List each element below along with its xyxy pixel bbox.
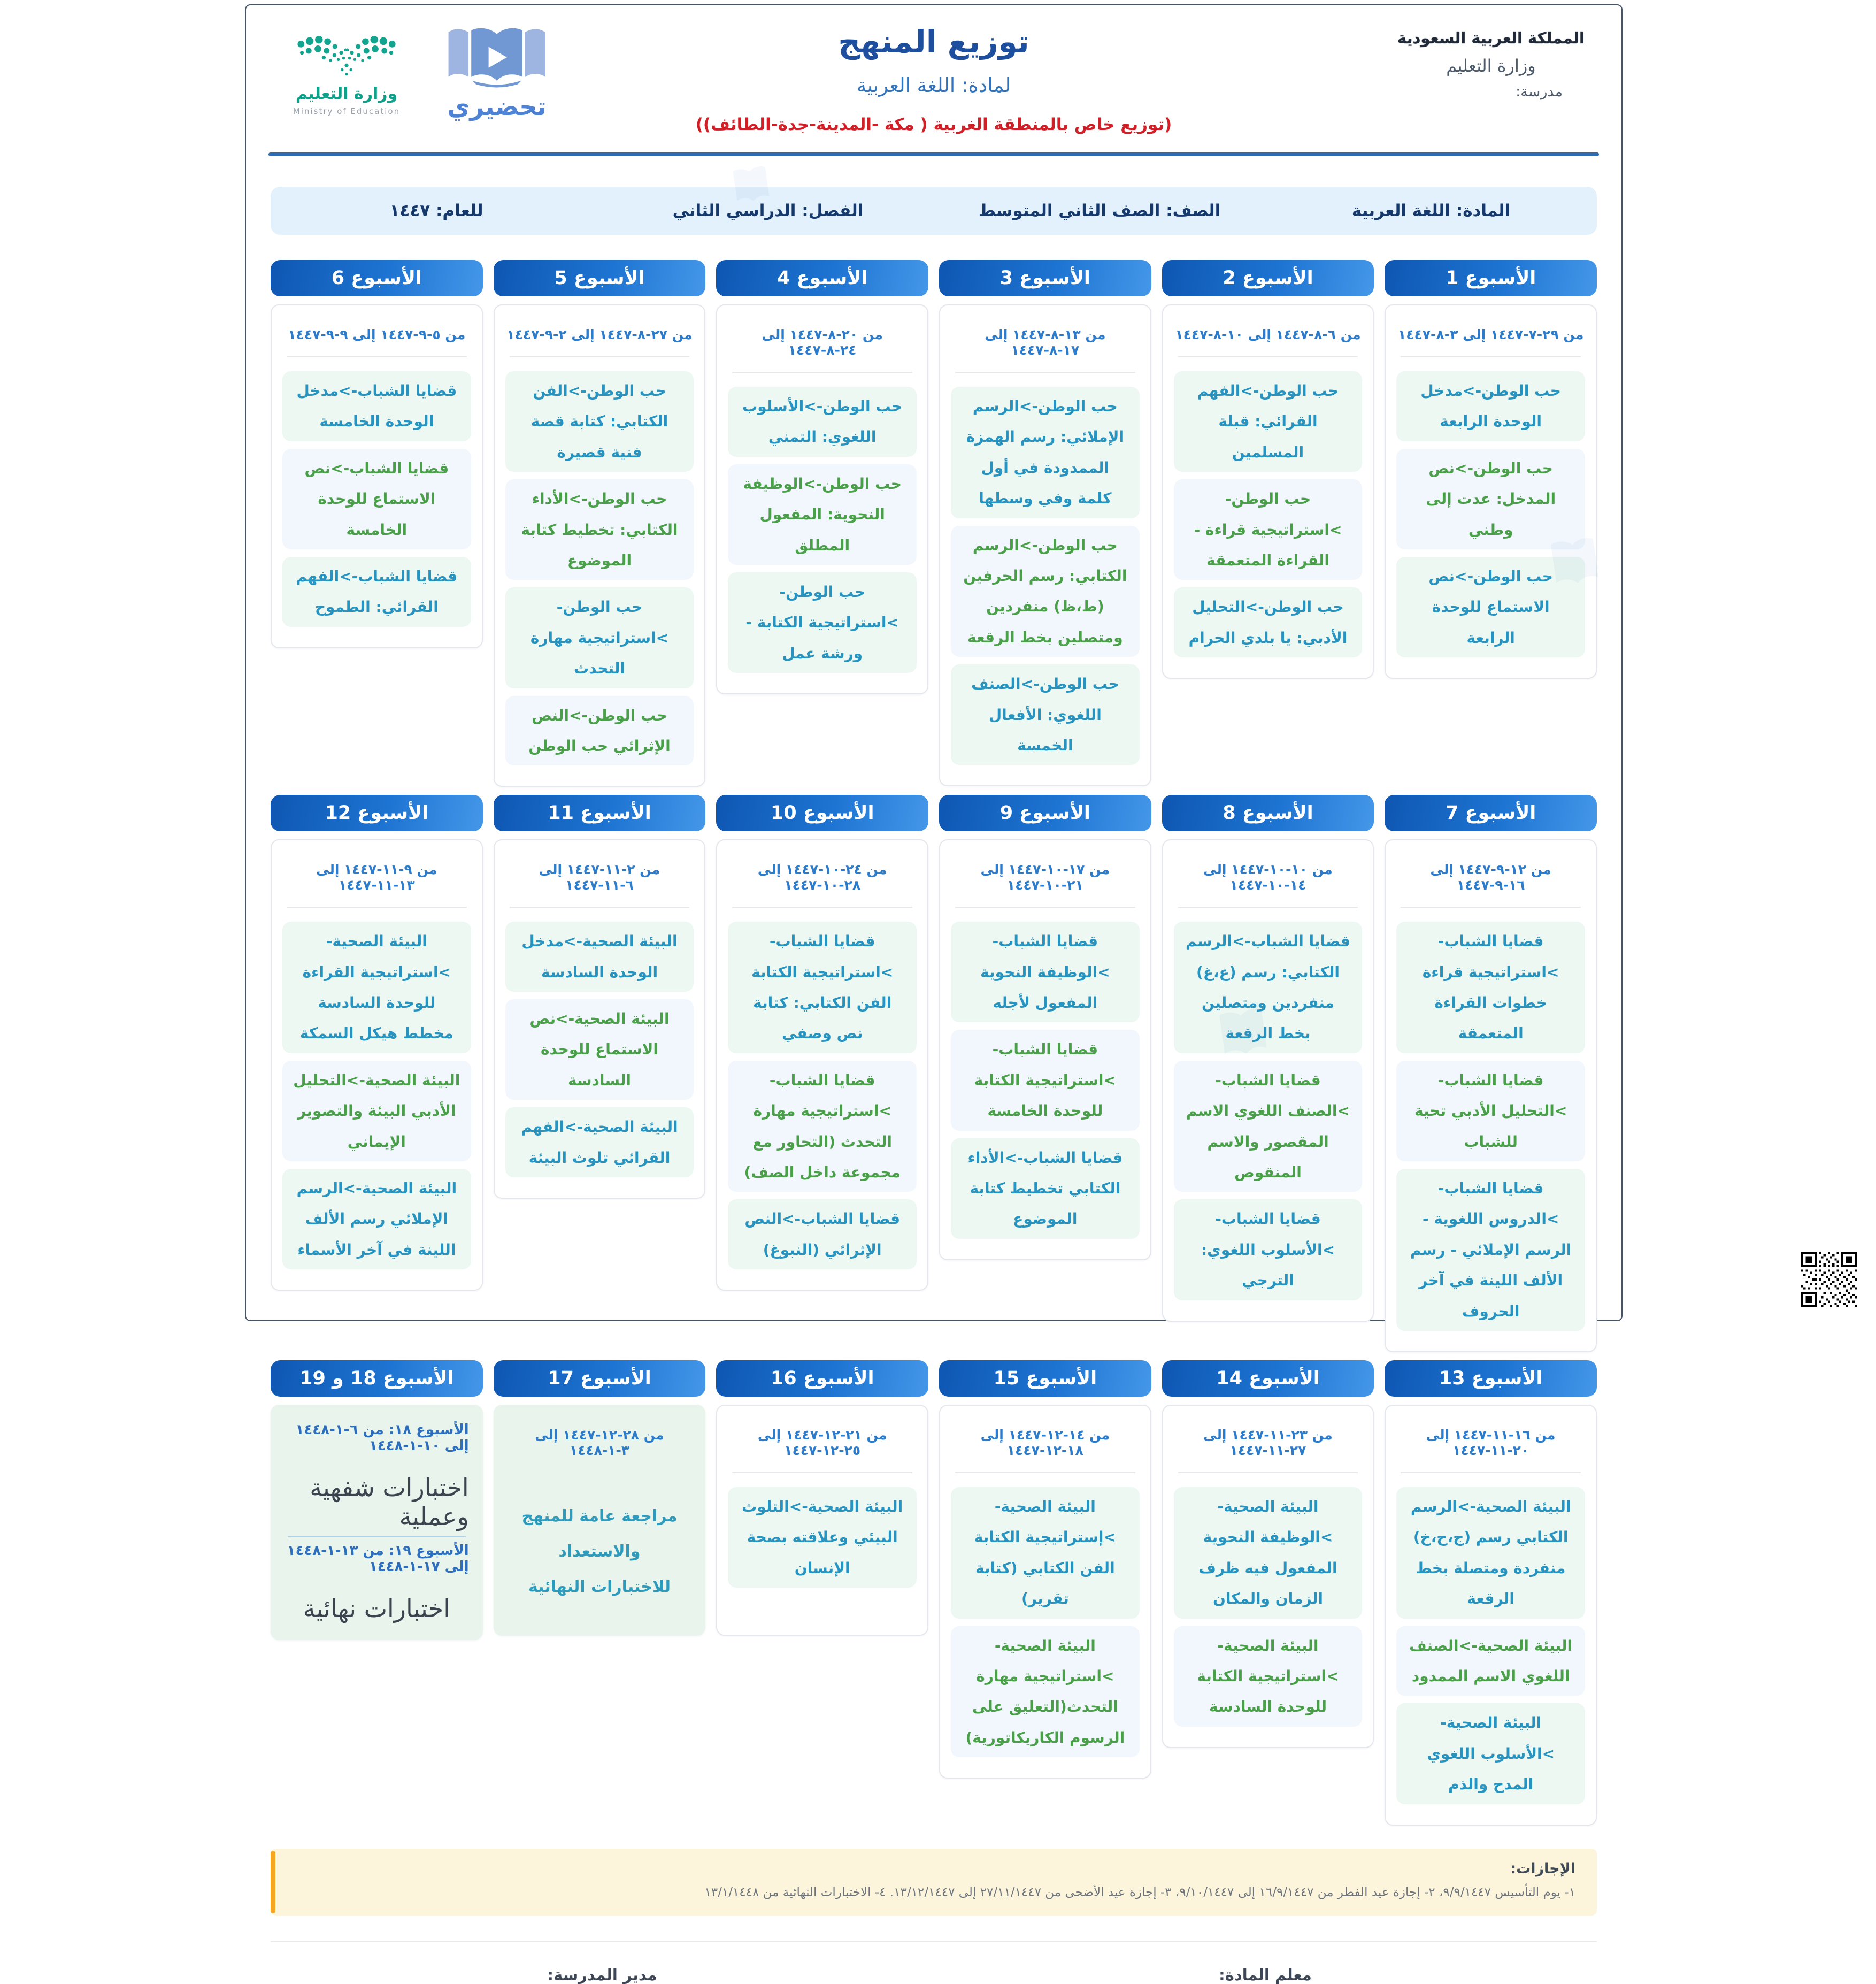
lesson-item: البيئة الصحية->استراتيجية الكتابة للوحدة السادسة xyxy=(1174,1626,1363,1727)
week-header: الأسبوع 6 xyxy=(271,260,483,296)
moe-wordmark-ar: وزارة التعليم xyxy=(295,85,398,103)
week-cell xyxy=(1162,795,1374,1352)
lesson-item: حب الوطن->استراتيجية مهارة التحدث xyxy=(505,587,694,688)
card-divider xyxy=(510,907,690,908)
lesson-item: حب الوطن->الرسم الإملائي: رسم الهمزة الممدودة في أول كلمة وفي وسطها xyxy=(951,387,1140,518)
moe-dots-icon xyxy=(293,69,400,79)
signature-row xyxy=(271,1941,1597,1984)
week-header: الأسبوع 2 xyxy=(1162,260,1374,296)
week-date-range: من ٢٤-١٠-١٤٤٧ إلى ٢٨-١٠-١٤٤٧ xyxy=(757,862,887,893)
card-divider xyxy=(732,372,912,373)
week-cell xyxy=(494,260,706,787)
weeks-grid xyxy=(271,260,1597,1826)
logos-left xyxy=(288,20,558,121)
holidays-text: ١- يوم التأسيس ٩/٩/١٤٤٧، ٢- إجازة عيد الفطر من ١٦/٩/١٤٤٧ إلى ٩/١٠/١٤٤٧، ٣- إجازة عيد الأضحى من ٢٧/١١/١٤٤٧ إلى ١٣/١٢/١٤٤٧. ٤- الاختبارات النهائية من ١٣/١/١٤٤٨ xyxy=(704,1885,1575,1899)
lesson-item: حب الوطن->مدخل الوحدة الرابعة xyxy=(1396,371,1585,441)
lesson-item: قضايا الشباب->استراتيجية قراءة خطوات القراءة المتعمقة xyxy=(1396,922,1585,1053)
week-date-range: من ٢٣-١١-١٤٤٧ إلى ٢٧-١١-١٤٤٧ xyxy=(1203,1427,1333,1458)
week-header: الأسبوع 14 xyxy=(1162,1360,1374,1397)
week-date-range: من ٩-١١-١٤٤٧ إلى ١٣-١١-١٤٤٧ xyxy=(316,862,437,893)
review-note: مراجعة عامة للمنهج والاستعداد للاختبارات النهائية xyxy=(521,1506,678,1596)
week-cell xyxy=(1385,795,1597,1352)
week-card xyxy=(939,839,1151,1260)
card-divider xyxy=(955,372,1135,373)
week-header: الأسبوع 8 xyxy=(1162,795,1374,831)
lesson-item: البيئة الصحية->الفهم القرائي تلوث البيئة xyxy=(505,1107,694,1177)
week-date-range: من ١٢-٩-١٤٤٧ إلى ١٦-٩-١٤٤٧ xyxy=(1430,862,1551,893)
week-header: الأسبوع 16 xyxy=(716,1360,928,1397)
week-header: الأسبوع 3 xyxy=(939,260,1151,296)
lesson-item: البيئة الصحية->نص الاستماع للوحدة السادسة xyxy=(505,999,694,1100)
government-block xyxy=(1395,29,1587,100)
lesson-item: قضايا الشباب->الأسلوب اللغوي: الترجي xyxy=(1174,1199,1363,1300)
lesson-item: قضايا الشباب->الرسم الكتابي: رسم (ع،غ) منفردين ومتصلين بخط الرقعة xyxy=(1174,922,1363,1053)
week-date-range: من ٢-١١-١٤٤٧ إلى ٦-١١-١٤٤٧ xyxy=(539,862,660,893)
ministry-label: وزارة التعليم xyxy=(1446,56,1536,76)
lesson-item: حب الوطن->الصنف اللغوي: الأفعال الخمسة xyxy=(951,664,1140,765)
week-date-range: من ١٤-١٢-١٤٤٧ إلى ١٨-١٢-١٤٤٧ xyxy=(980,1427,1110,1458)
teacher-signature-label: معلم المادة: xyxy=(1219,1965,1312,1984)
info-bar xyxy=(271,187,1597,235)
open-book-play-icon xyxy=(441,81,553,91)
week-date-range: من ٥-٩-١٤٤٧ إلى ٩-٩-١٤٤٧ xyxy=(288,327,466,342)
lesson-item: قضايا الشباب->الدروس اللغوية - الرسم الإملائي - رسم الألف اللينة في آخر الحروف xyxy=(1396,1169,1585,1331)
page-title: توزيع المنهج xyxy=(838,24,1029,60)
lesson-item: حب الوطن->الفن الكتابي: كتابة قصة فنية قصيرة xyxy=(505,371,694,472)
week-card xyxy=(494,1405,706,1636)
week-date-range: من ٢٠-٨-١٤٤٧ إلى ٢٤-٨-١٤٤٧ xyxy=(762,327,883,358)
week-card xyxy=(1385,839,1597,1352)
info-year: للعام: ١٤٤٧ xyxy=(389,201,483,220)
lesson-item: قضايا الشباب->نص الاستماع للوحدة الخامسة xyxy=(282,449,471,549)
info-semester: الفصل: الدراسي الثاني xyxy=(672,201,864,220)
exam-divider xyxy=(288,1536,466,1537)
lesson-item: قضايا الشباب->استراتيجية الكتابة الفن الكتابي: كتابة نص وصفي xyxy=(728,922,917,1053)
card-divider xyxy=(732,907,912,908)
week-date-range: من ١٠-١٠-١٤٤٧ إلى ١٤-١٠-١٤٤٧ xyxy=(1203,862,1333,893)
lesson-item: البيئة الصحية->الرسم الكتابي رسم (ج،ح،خ) منفردة ومتصلة بخط الرقعة xyxy=(1396,1487,1585,1619)
week-cell xyxy=(716,1360,928,1826)
week-header: الأسبوع 4 xyxy=(716,260,928,296)
document-page xyxy=(245,4,1623,1984)
exam-date-range: الأسبوع ١٨: من ٦-١-١٤٤٨ إلى ١٠-١-١٤٤٨ xyxy=(295,1421,469,1454)
lesson-item: قضايا الشباب->النص الإثرائي (النبوغ) xyxy=(728,1199,917,1269)
moe-logo xyxy=(288,20,405,116)
exam-block xyxy=(285,1422,469,1531)
lesson-item: حب الوطن->نص الاستماع للوحدة الرابعة xyxy=(1396,557,1585,657)
tahdeeri-logo xyxy=(435,20,558,121)
week-card xyxy=(716,839,928,1291)
lesson-item: البيئة الصحية->التحليل الأدبي البيئة والتصوير الإيماني xyxy=(282,1061,471,1161)
holidays-panel xyxy=(271,1849,1597,1916)
lesson-item: حب الوطن->الأداء الكتابي: تخطيط كتابة الموضوع xyxy=(505,479,694,580)
exam-date-range: الأسبوع ١٩: من ١٣-١-١٤٤٨ إلى ١٧-١-١٤٤٨ xyxy=(287,1542,469,1575)
school-label: مدرسة: xyxy=(1516,83,1563,100)
week-date-range: من ٢٨-١٢-١٤٤٧ إلى ٣-١-١٤٤٨ xyxy=(535,1427,664,1458)
card-divider xyxy=(1401,1472,1581,1473)
week-cell xyxy=(939,260,1151,787)
lesson-item: حب الوطن->الفهم القرائي: قبلة المسلمين xyxy=(1174,371,1363,472)
title-block xyxy=(559,24,1308,134)
week-date-range: من ١٧-١٠-١٤٤٧ إلى ٢١-١٠-١٤٤٧ xyxy=(980,862,1110,893)
lesson-item: حب الوطن->استراتيجية قراءة - القراءة المتعمقة xyxy=(1174,479,1363,580)
lesson-item: حب الوطن->الرسم الكتابي: رسم الحرفين (ط،ظ) منفردين ومتصلين بخط الرقعة xyxy=(951,526,1140,657)
lesson-item: البيئة الصحية->مدخل الوحدة السادسة xyxy=(505,922,694,992)
ksa-emblem: المملكة العربية السعودية xyxy=(1397,29,1585,47)
card-divider xyxy=(287,356,467,357)
card-divider xyxy=(510,356,690,357)
week-card xyxy=(494,839,706,1199)
lesson-item: حب الوطن->نص المدخل: عدت إلى وطني xyxy=(1396,449,1585,549)
principal-signature-label: مدير المدرسة: xyxy=(547,1965,657,1984)
lesson-item: حب الوطن->الوظيفة النحوية: المفعول المطلق xyxy=(728,464,917,565)
tahdeeri-wordmark: تحضيري xyxy=(447,92,547,121)
lesson-item: البيئة الصحية->الوظيفة النحوية المفعول فيه ظرف الزمان والمكان xyxy=(1174,1487,1363,1619)
week-header: الأسبوع 12 xyxy=(271,795,483,831)
lesson-item: قضايا الشباب->استراتيجية الكتابة للوحدة الخامسة xyxy=(951,1030,1140,1130)
week-card xyxy=(271,1405,483,1640)
week-header: الأسبوع 15 xyxy=(939,1360,1151,1397)
week-header: الأسبوع 1 xyxy=(1385,260,1597,296)
lesson-item: قضايا الشباب->التحليل الأدبي تحية للشباب xyxy=(1396,1061,1585,1161)
week-date-range: من ٢٩-٧-١٤٤٧ إلى ٣-٨-١٤٤٧ xyxy=(1398,327,1584,342)
lesson-item: حب الوطن->التحليل الأدبي: يا بلدي الحرام xyxy=(1174,587,1363,657)
week-date-range: من ١٦-١١-١٤٤٧ إلى ٢٠-١١-١٤٤٧ xyxy=(1426,1427,1556,1458)
week-header: الأسبوع 17 xyxy=(494,1360,706,1397)
moe-wordmark-en: Ministry of Education xyxy=(293,106,401,116)
lesson-item: حب الوطن->استراتيجية الكتابة - ورشة عمل xyxy=(728,572,917,673)
card-divider xyxy=(287,907,467,908)
week-card xyxy=(716,304,928,694)
exam-block xyxy=(285,1543,469,1623)
week-cell xyxy=(716,795,928,1352)
lesson-item: قضايا الشباب->الوظيفة النحوية المفعول لأجله xyxy=(951,922,1140,1022)
week-cell xyxy=(271,1360,483,1826)
week-cell xyxy=(1385,1360,1597,1826)
week-card xyxy=(1385,304,1597,679)
lesson-item: قضايا الشباب->الصنف اللغوي الاسم المقصور والاسم المنقوص xyxy=(1174,1061,1363,1192)
lesson-item: البيئة الصحية->الصنف اللغوي الاسم الممدود xyxy=(1396,1626,1585,1696)
lesson-item: البيئة الصحية->إستراتيجية الكتابة الفن الكتابي (كتابة تقرير) xyxy=(951,1487,1140,1619)
exam-title: اختبارات شفهية وعملية xyxy=(310,1473,469,1531)
week-card xyxy=(1162,304,1374,679)
week-cell xyxy=(716,260,928,787)
week-cell xyxy=(1162,1360,1374,1826)
lesson-item: البيئة الصحية->التلوث البيئي وعلاقته بصحة الإنسان xyxy=(728,1487,917,1588)
card-divider xyxy=(955,1472,1135,1473)
holidays-title: الإجازات: xyxy=(1510,1860,1575,1877)
info-subject: المادة: اللغة العربية xyxy=(1351,201,1511,220)
lesson-item: حب الوطن->الأسلوب اللغوي: التمني xyxy=(728,387,917,457)
week-date-range: من ٦-٨-١٤٤٧ إلى ١٠-٨-١٤٤٧ xyxy=(1175,327,1361,342)
week-card xyxy=(271,839,483,1291)
week-cell xyxy=(1385,260,1597,787)
card-divider xyxy=(955,907,1135,908)
week-header: الأسبوع 5 xyxy=(494,260,706,296)
qr-code xyxy=(1801,1252,1857,1307)
card-divider xyxy=(1178,1472,1358,1473)
week-date-range: من ١٣-٨-١٤٤٧ إلى ١٧-٨-١٤٤٧ xyxy=(985,327,1106,358)
week-card xyxy=(939,1405,1151,1779)
lesson-item: قضايا الشباب->الفهم القرائي: الطموح xyxy=(282,557,471,627)
week-card xyxy=(271,304,483,648)
week-header: الأسبوع 10 xyxy=(716,795,928,831)
lesson-item: البيئة الصحية->الرسم الإملائي رسم الألف اللينة في آخر الأسماء xyxy=(282,1169,471,1269)
week-card xyxy=(716,1405,928,1636)
card-divider xyxy=(1401,907,1581,908)
lesson-item: البيئة الصحية->استراتيجية القراءة للوحدة السادسة مخطط هيكل السمكة xyxy=(282,922,471,1053)
lesson-item: البيئة الصحية->استراتيجية مهارة التحدث(التعليق على الرسوم الكاريكاتورية) xyxy=(951,1626,1140,1758)
page-subtitle: لمادة: اللغة العربية xyxy=(856,74,1011,97)
lesson-item: البيئة الصحية->الأسلوب اللغوي المدح والذم xyxy=(1396,1703,1585,1804)
week-cell xyxy=(1162,260,1374,787)
lesson-item: حب الوطن->النص الإثرائي حب الوطن xyxy=(505,696,694,766)
week-date-range: من ٢٧-٨-١٤٤٧ إلى ٢-٩-١٤٤٧ xyxy=(506,327,693,342)
week-header: الأسبوع 18 و 19 xyxy=(271,1360,483,1397)
lesson-item: قضايا الشباب->الأداء الكتابي تخطيط كتابة الموضوع xyxy=(951,1138,1140,1239)
week-header: الأسبوع 7 xyxy=(1385,795,1597,831)
week-header: الأسبوع 9 xyxy=(939,795,1151,831)
week-card xyxy=(494,304,706,787)
lesson-item: قضايا الشباب->استراتيجية مهارة التحدث (التحاور مع مجموعة داخل الصف) xyxy=(728,1061,917,1192)
week-cell xyxy=(271,795,483,1352)
exam-title: اختبارات نهائية xyxy=(303,1594,450,1623)
week-cell xyxy=(494,1360,706,1826)
week-card xyxy=(1162,1405,1374,1748)
card-divider xyxy=(1178,356,1358,357)
week-header: الأسبوع 13 xyxy=(1385,1360,1597,1397)
lesson-item: قضايا الشباب->مدخل الوحدة الخامسة xyxy=(282,371,471,441)
info-grade: الصف: الصف الثاني المتوسط xyxy=(978,201,1221,220)
week-cell xyxy=(939,795,1151,1352)
header-divider xyxy=(268,152,1599,156)
week-card xyxy=(1162,839,1374,1321)
week-cell xyxy=(494,795,706,1352)
document-header xyxy=(246,5,1621,156)
card-divider xyxy=(732,1472,912,1473)
week-card xyxy=(939,304,1151,786)
week-header: الأسبوع 11 xyxy=(494,795,706,831)
card-divider xyxy=(1178,907,1358,908)
region-note: (توزيع خاص بالمنطقة الغربية ( مكة -المدينة-جدة-الطائف)) xyxy=(695,115,1172,134)
card-divider xyxy=(1401,356,1581,357)
week-cell xyxy=(939,1360,1151,1826)
week-date-range: من ٢١-١٢-١٤٤٧ إلى ٢٥-١٢-١٤٤٧ xyxy=(757,1427,887,1458)
week-cell xyxy=(271,260,483,787)
week-card xyxy=(1385,1405,1597,1826)
